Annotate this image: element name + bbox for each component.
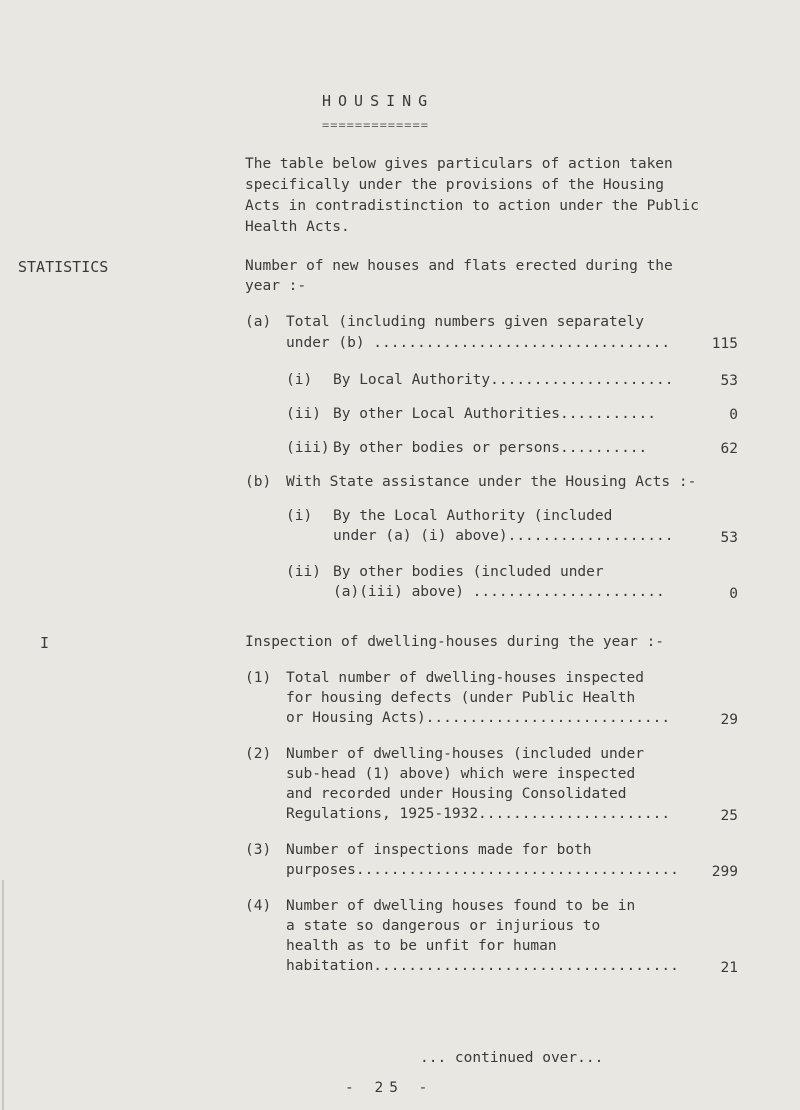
item-a-ii-label: (ii): [286, 406, 321, 422]
inspection-4-label: (4): [245, 898, 272, 914]
page-title: HOUSING: [322, 92, 435, 110]
item-a-ii-value: 0: [729, 407, 738, 423]
inspection-1-value: 29: [720, 712, 738, 728]
inspection-2-line1: Number of dwelling-houses (included under: [286, 746, 644, 762]
item-a-iii-label: (iii): [286, 440, 330, 456]
inspection-4-line4: habitation...................................: [286, 958, 679, 974]
item-b-ii-value: 0: [729, 586, 738, 602]
page-number: - 25 -: [345, 1080, 434, 1096]
inspection-4-line1: Number of dwelling houses found to be in: [286, 898, 636, 914]
item-a-ii-text: By other Local Authorities...........: [333, 406, 657, 422]
item-a-i-value: 53: [720, 373, 738, 389]
inspection-2-value: 25: [720, 808, 738, 824]
inspection-3-line2: purposes.....................................: [286, 862, 679, 878]
intro-paragraph: The table below gives particulars of action taken specifically under the provisions of the Housing Acts in contradistinction to action under the Public Health Acts.: [245, 156, 699, 235]
inspection-2-line4: Regulations, 1925-1932......................: [286, 806, 671, 822]
section1-heading-line1: Number of new houses and flats erected during the: [245, 258, 673, 274]
item-b-ii-line2: (a)(iii) above) ......................: [333, 584, 665, 600]
title-underline: =============: [322, 118, 429, 132]
side-label-statistics: STATISTICS: [18, 258, 109, 276]
inspection-3-value: 299: [711, 864, 738, 880]
item-a-value: 115: [711, 336, 738, 352]
item-b-ii-line1: By other bodies (included under: [333, 564, 604, 580]
inspection-4-line2: a state so dangerous or injurious to: [286, 918, 601, 934]
item-a-iii-value: 62: [720, 441, 738, 457]
section1-heading-line2: year :-: [245, 278, 307, 294]
item-b-label: (b): [245, 474, 272, 490]
inspection-1-label: (1): [245, 670, 272, 686]
inspection-2-line3: and recorded under Housing Consolidated: [286, 786, 627, 802]
item-b-i-line2: under (a) (i) above)...................: [333, 528, 674, 544]
inspection-2-line2: sub-head (1) above) which were inspected: [286, 766, 636, 782]
item-b-i-line1: By the Local Authority (included: [333, 508, 613, 524]
scan-edge-shadow: [2, 880, 4, 1110]
item-b-ii-label: (ii): [286, 564, 321, 580]
continued-note: ... continued over...: [420, 1050, 604, 1066]
inspection-1-line2: for housing defects (under Public Health: [286, 690, 636, 706]
inspection-4-value: 21: [720, 960, 738, 976]
side-label-one: I: [40, 634, 50, 652]
section2-heading: Inspection of dwelling-houses during the year :-: [245, 634, 665, 650]
item-a-i-text: By Local Authority.....................: [333, 372, 674, 388]
item-a-line1: Total (including numbers given separately: [286, 314, 644, 330]
item-a-label: (a): [245, 314, 272, 330]
item-a-line2: under (b) ..................................: [286, 335, 671, 351]
inspection-4-line3: health as to be unfit for human: [286, 938, 557, 954]
inspection-1-line3: or Housing Acts)............................: [286, 710, 671, 726]
item-b-i-label: (i): [286, 508, 313, 524]
inspection-3-line1: Number of inspections made for both: [286, 842, 592, 858]
item-b-i-value: 53: [720, 530, 738, 546]
item-a-iii-text: By other bodies or persons..........: [333, 440, 648, 456]
item-b-text: With State assistance under the Housing Acts :-: [286, 474, 697, 490]
inspection-2-label: (2): [245, 746, 272, 762]
inspection-1-line1: Total number of dwelling-houses inspected: [286, 670, 644, 686]
item-a-i-label: (i): [286, 372, 313, 388]
inspection-3-label: (3): [245, 842, 272, 858]
